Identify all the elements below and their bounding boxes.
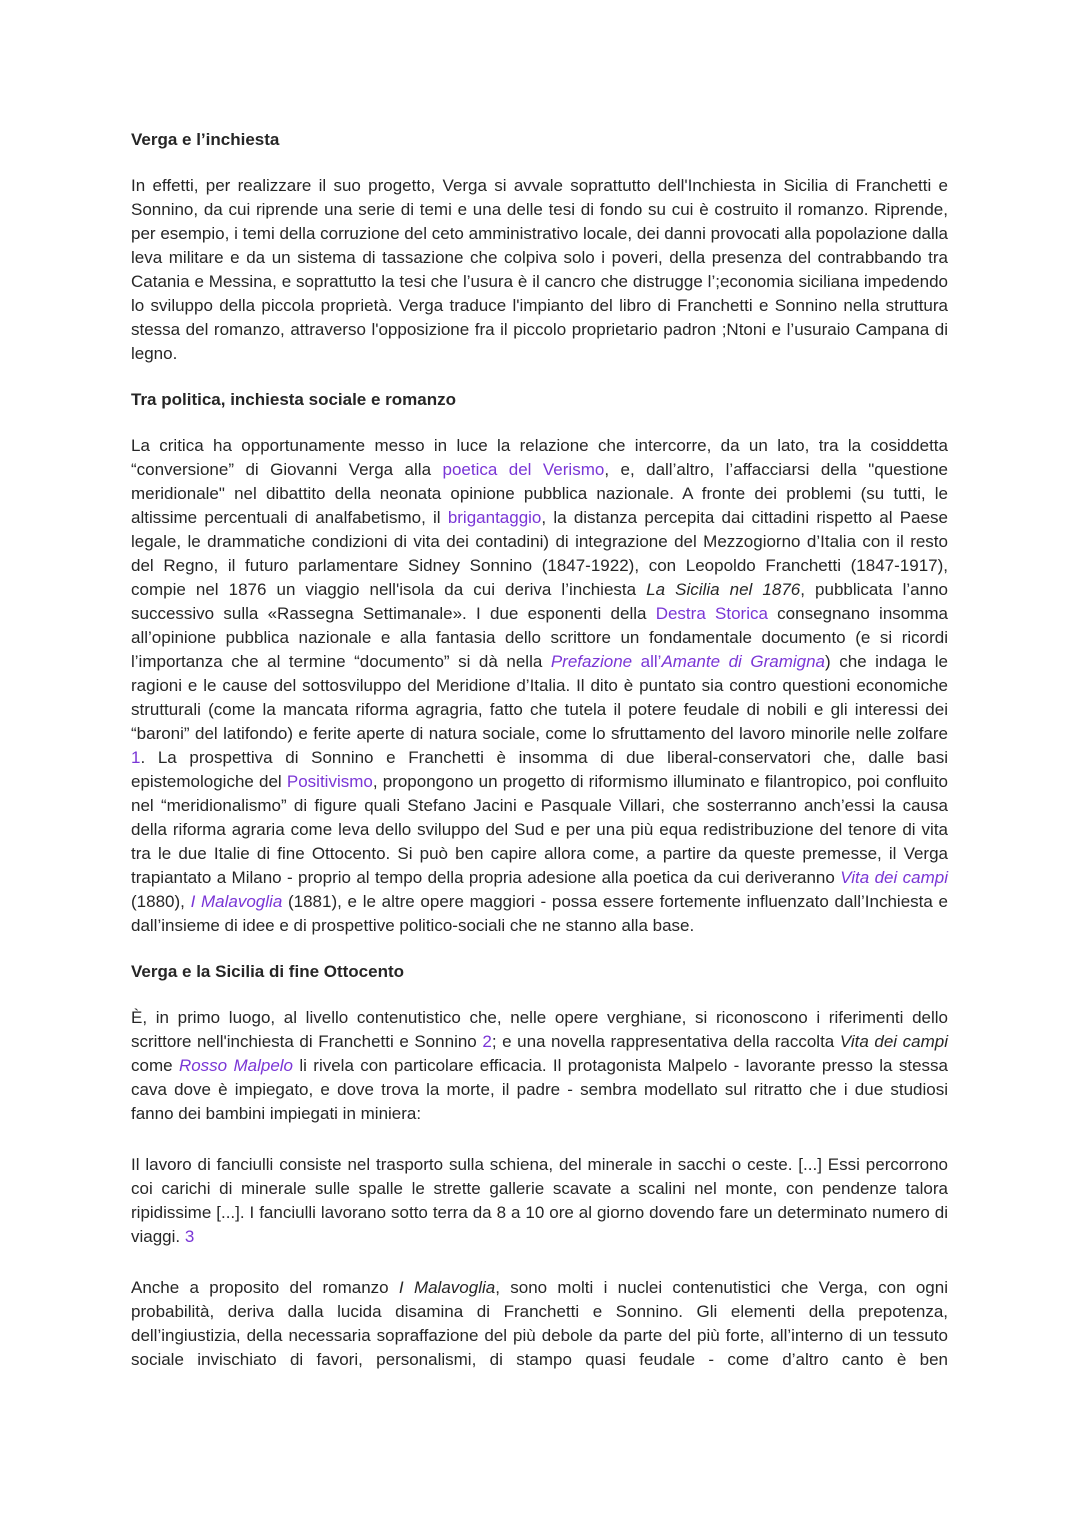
title-vita-dei-campi: Vita dei campi bbox=[839, 1032, 949, 1051]
link-poetica-verismo[interactable]: poetica del Verismo bbox=[442, 460, 605, 479]
section-heading-verga-inchiesta: Verga e l’inchiesta bbox=[131, 130, 280, 149]
title-sicilia-1876: La Sicilia nel 1876 bbox=[646, 580, 801, 599]
link-prefazione-amante-gramigna[interactable]: Prefazione all’Amante di Gramigna bbox=[550, 652, 825, 671]
section-heading-politica-romanzo: Tra politica, inchiesta sociale e romanzo bbox=[131, 390, 457, 409]
link-vita-dei-campi[interactable]: Vita dei campi bbox=[840, 868, 948, 887]
quote-lavoro-fanciulli: Il lavoro di fanciulli consiste nel trasporto sulla schiena, del minerale in sacchi o ceste. [...] Essi percorrono coi carichi di minerale sulle spalle le strette gallerie scavate a scalini nel monte, con pendenze talora ripidissime [...]. I fanciulli lavorano sotto terra da 8 a 10 ore al giorno dovendo fare un determinato numero di viaggi. 3 bbox=[131, 1155, 948, 1246]
document-body bbox=[131, 128, 948, 1372]
paragraph-malavoglia: Anche a proposito del romanzo I Malavoglia, sono molti i nuclei contenutistici che Verga, con ogni probabilità, deriva dalla lucida disamina di Franchetti e Sonnino. Gli elementi della prepotenza, dell’ingiustizia, della necessaria sopraffazione del più debole da parte del più forte, all’interno di un tessuto sociale invischiato di favori, personalismi, di stampo quasi feudale - come d’altro canto è ben bbox=[131, 1278, 948, 1369]
title-i-malavoglia: I Malavoglia bbox=[398, 1278, 496, 1297]
link-positivismo[interactable]: Positivismo bbox=[286, 772, 373, 791]
link-i-malavoglia[interactable]: I Malavoglia bbox=[190, 892, 283, 911]
link-brigantaggio[interactable]: brigantaggio bbox=[447, 508, 542, 527]
paragraph-sicilia-ottocento: È, in primo luogo, al livello contenutistico che, nelle opere verghiane, si riconoscono i riferimenti dello scrittore nell'inchiesta di Franchetti e Sonnino 2; e una novella rappresentativa della raccolta Vita dei campi come Rosso Malpelo li rivela con particolare efficacia. Il protagonista Malpelo - lavorante presso la stessa cava dove è impiegato, e dove trova la morte, il padre - sembra modellato sul ritratto che i due studiosi fanno dei bambini impiegati in miniera: bbox=[131, 1008, 949, 1123]
footnote-link-3[interactable]: 3 bbox=[184, 1227, 195, 1246]
footnote-link-2[interactable]: 2 bbox=[482, 1032, 492, 1051]
paragraph-politica-romanzo: La critica ha opportunamente messo in luce la relazione che intercorre, da un lato, tra la cosiddetta “conversione” di Giovanni Verga alla poetica del Verismo, e, dall’altro, l’affacciarsi della "questione meridionale" nel dibattito della neonata opinione pubblica nazionale. A fronte dei problemi (su tutti, le altissime percentuali di analfabetismo, il brigantaggio, la distanza percepita dai cittadini rispetto al Paese legale, le drammatiche condizioni di vita dei contadini) di integrazione del Mezzogiorno d’Italia con il resto del Regno, il futuro parlamentare Sidney Sonnino (1847-1922), con Leopoldo Franchetti (1847-1917), compie nel 1876 un viaggio nell'isola da cui deriva l’inchiesta La Sicilia nel 1876, pubblicata l’anno successivo sulla «Rassegna Settimanale». I due esponenti della Destra Storica consegnano insomma all’opinione pubblica nazionale e alla fantasia dello scrittore un fondamentale documento (e si ricordi l’importanza che al termine “documento” si dà nella Prefazione all’Amante di Gramigna) che indaga le ragioni e le cause del sottosviluppo del Meridione d’Italia. Il dito è puntato sia contro questioni economiche strutturali (come la mancata riforma agragria, fatto che tutela il potere feudale di nobili e gli interessi dei “baroni” del latifondo) e ferite aperte di natura sociale, come lo sfruttamento del lavoro minorile nelle zolfare 1. La prospettiva di Sonnino e Franchetti è insomma di due liberal-conservatori che, dalle basi epistemologiche del Positivismo, propongono un progetto di riformismo illuminato e filantropico, poi confluito nel “meridionalismo” di figure quali Stefano Jacini e Pasquale Villari, che sosterranno anch’essi la causa della riforma agraria come leva dello sviluppo del Sud e per una più equa redistribuzione del tenore di vita tra le due Italie di fine Ottocento. Si può ben capire allora come, a partire da queste premesse, il Verga trapiantato a Milano - proprio al tempo della propria adesione alla poetica da cui deriveranno Vita dei campi (1880), I Malavoglia (1881), e le altre opere maggiori - possa essere fortemente influenzato dall’Inchiesta e dall’insieme di idee e di prospettive politico-sociali che ne stanno alla base. bbox=[131, 436, 949, 935]
link-rosso-malpelo[interactable]: Rosso Malpelo bbox=[178, 1056, 294, 1075]
paragraph-verga-inchiesta: In effetti, per realizzare il suo progetto, Verga si avvale soprattutto dell'Inchiesta in Sicilia di Franchetti e Sonnino, da cui riprende una serie di temi e una delle tesi di fondo su cui è costruito il romanzo. Riprende, per esempio, i temi della corruzione del ceto amministrativo locale, dei danni provocati alla popolazione dalla leva militare e da un sistema di tassazione che colpiva solo i poveri, della presenza del contrabbando tra Catania e Messina, e soprattutto la tesi che l’usura è il cancro che distrugge l’;economia siciliana impedendo lo sviluppo della piccola proprietà. Verga traduce l'impianto del libro di Franchetti e Sonnino nella struttura stessa del romanzo, attraverso l'opposizione fra il piccolo proprietario padron ;Ntoni e l’usuraio Campana di legno. bbox=[131, 176, 948, 363]
link-destra-storica[interactable]: Destra Storica bbox=[655, 604, 768, 623]
section-heading-sicilia-ottocento: Verga e la Sicilia di fine Ottocento bbox=[131, 962, 405, 981]
footnote-link-1[interactable]: 1 bbox=[131, 748, 141, 767]
